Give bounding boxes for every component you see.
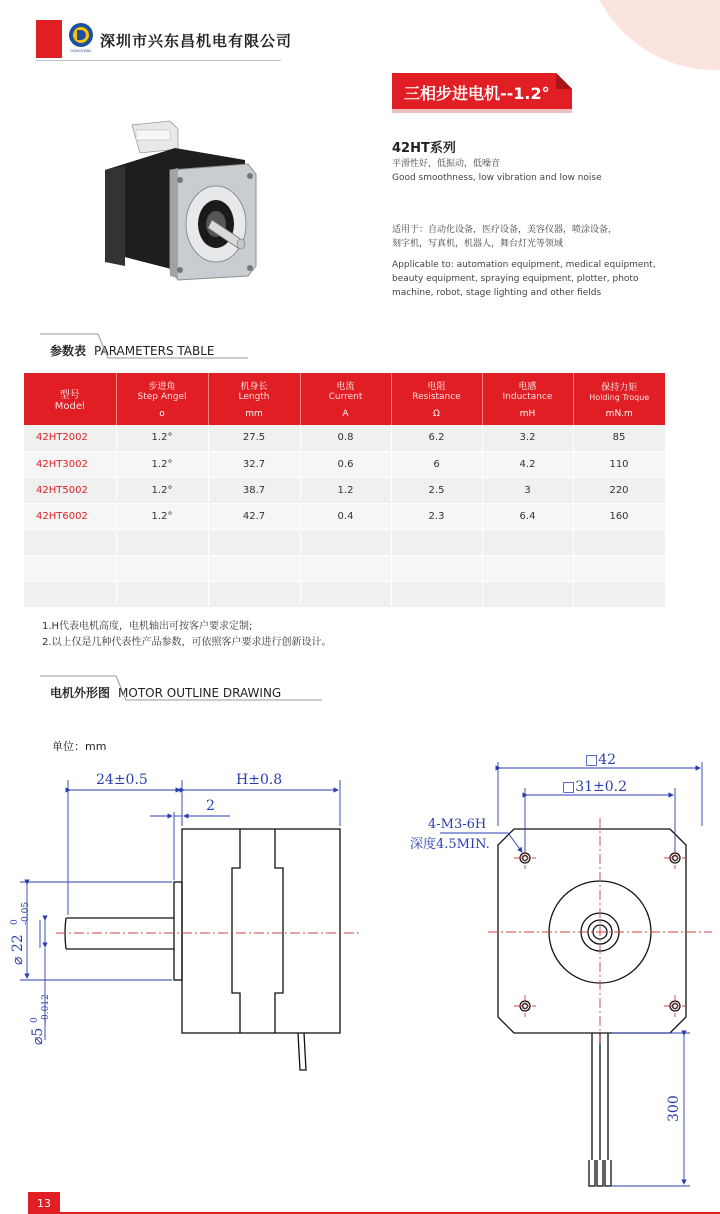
company-logo (66, 22, 96, 54)
series-name: 42HT系列 (392, 141, 456, 156)
table-row (24, 451, 665, 477)
table-cell: 160 (573, 503, 665, 529)
table-cell (391, 581, 482, 607)
parameters-heading-frame (36, 330, 251, 362)
table-cell: 42.7 (208, 503, 300, 529)
table-cell (208, 529, 300, 555)
table-cell: 1.2° (116, 425, 208, 451)
table-cell: 3 (482, 477, 573, 503)
table-row (24, 555, 665, 581)
table-cell (116, 529, 208, 555)
side-dimensions (20, 780, 340, 1040)
drawing-heading-zh: 电机外形图 (50, 686, 111, 700)
decorative-circle (585, 0, 720, 70)
side-view (65, 829, 340, 1070)
motor-photo (100, 110, 260, 285)
table-cell: 6 (391, 451, 482, 477)
header-accent-bar (36, 20, 62, 58)
model-cell: 42HT6002 (24, 503, 116, 529)
table-row (24, 425, 665, 451)
table-cell: 220 (573, 477, 665, 503)
table-header-cell: 保持力矩 Holding Troque mN.m (573, 373, 665, 425)
table-row (24, 477, 665, 503)
drawing-heading-frame (36, 672, 326, 704)
table-row (24, 503, 665, 529)
table-cell: 4.2 (482, 451, 573, 477)
front-view (498, 829, 686, 1186)
table-cell: 32.7 (208, 451, 300, 477)
applications-en-1: Applicable to: automation equipment, medical equipment, (392, 260, 656, 270)
table-cell (116, 581, 208, 607)
table-cell (573, 529, 665, 555)
model-cell: 42HT2002 (24, 425, 116, 451)
table-cell (391, 555, 482, 581)
table-cell (300, 581, 391, 607)
model-cell: 42HT3002 (24, 451, 116, 477)
table-cell: 0.8 (300, 425, 391, 451)
title-shadow (392, 109, 572, 113)
square-size-label: □42 (585, 752, 617, 768)
svg-text:-0.05: -0.05 (21, 901, 31, 925)
table-header-cell: 机身长 Length mm (208, 373, 300, 425)
features-en: Good smoothness, low vibration and low noise (392, 173, 602, 183)
svg-text:0: 0 (30, 1017, 40, 1023)
table-cell (208, 581, 300, 607)
table-cell (573, 581, 665, 607)
table-cell (116, 555, 208, 581)
table-header-cell: 型号 Model (24, 373, 116, 425)
table-cell: 38.7 (208, 477, 300, 503)
table-cell: 1.2° (116, 477, 208, 503)
svg-text:-0.012: -0.012 (41, 994, 51, 1023)
table-cell (300, 529, 391, 555)
header-divider (36, 60, 281, 61)
table-cell: 0.4 (300, 503, 391, 529)
lead-length-label: 300 (666, 1095, 682, 1122)
table-cell (300, 555, 391, 581)
table-header-cell: 电感 Inductance mH (482, 373, 573, 425)
boss-dia-label: ⌀ 22 (10, 934, 26, 965)
table-cell (208, 555, 300, 581)
motor-outline-drawing (0, 740, 720, 1200)
side-dimension-labels (10, 772, 282, 1045)
table-header-cell: 电阻 Resistance Ω (391, 373, 482, 425)
table-cell: 6.4 (482, 503, 573, 529)
table-cell: 2.3 (391, 503, 482, 529)
note-1: 1.H代表电机高度，电机轴出可按客户要求定制; (42, 621, 253, 632)
table-cell (482, 581, 573, 607)
applications-cn-2: 刻字机，写真机，机器人，舞台灯光等领域 (392, 239, 564, 249)
table-row (24, 581, 665, 607)
table-cell: 110 (573, 451, 665, 477)
flange-label: 2 (206, 798, 215, 814)
table-cell: 0.6 (300, 451, 391, 477)
svg-text:0: 0 (10, 919, 20, 925)
applications-en-2: beauty equipment, spraying equipment, plotter, photo (392, 274, 639, 284)
table-row (24, 529, 665, 555)
table-header-cell: 电流 Current A (300, 373, 391, 425)
thread-depth-label: 深度4.5MIN. (410, 837, 490, 852)
features-cn: 平滑性好，低振动，低噪音 (392, 159, 501, 169)
table-cell: 1.2° (116, 503, 208, 529)
unit-label: 单位：mm (52, 740, 107, 753)
hole-pitch-label: □31±0.2 (562, 779, 628, 795)
model-cell (24, 581, 116, 607)
table-cell (482, 529, 573, 555)
parameters-heading-zh: 参数表 (50, 344, 87, 358)
product-title: 三相步进电机--1.2° (392, 73, 572, 109)
model-cell (24, 555, 116, 581)
table-cell (391, 529, 482, 555)
table-cell: 27.5 (208, 425, 300, 451)
table-cell (482, 555, 573, 581)
shaft-length-label: 24±0.5 (96, 772, 148, 788)
table-cell: 1.2° (116, 451, 208, 477)
applications-en-3: machine, robot, stage lighting and other fields (392, 288, 602, 298)
table-cell: 85 (573, 425, 665, 451)
drawing-heading-en: MOTOR OUTLINE DRAWING (118, 686, 282, 700)
table-cell: 3.2 (482, 425, 573, 451)
table-header-cell: 步进角 Step Angel o (116, 373, 208, 425)
shaft-dia-label: ⌀5 (30, 1027, 46, 1045)
parameters-table (24, 373, 666, 608)
model-cell (24, 529, 116, 555)
body-length-label: H±0.8 (236, 772, 283, 788)
page-number: 13 (28, 1192, 60, 1214)
table-header-row (24, 373, 665, 425)
parameters-heading-en: PARAMETERS TABLE (94, 344, 215, 358)
thread-spec-label: 4-M3-6H (428, 817, 487, 832)
table-cell: 6.2 (391, 425, 482, 451)
table-cell: 1.2 (300, 477, 391, 503)
company-name: 深圳市兴东昌机电有限公司 (100, 32, 293, 50)
note-2: 2.以上仅是几种代表性产品参数，可依照客户要求进行创新设计。 (42, 637, 332, 648)
front-dimension-labels (410, 752, 682, 1122)
table-cell: 2.5 (391, 477, 482, 503)
logo-text: DONGCHANG (70, 49, 92, 53)
table-cell (573, 555, 665, 581)
title-corner-fold (556, 73, 572, 89)
model-cell: 42HT5002 (24, 477, 116, 503)
applications-cn-1: 适用于：自动化设备，医疗设备，美容仪器，喷涂设备， (392, 225, 618, 235)
